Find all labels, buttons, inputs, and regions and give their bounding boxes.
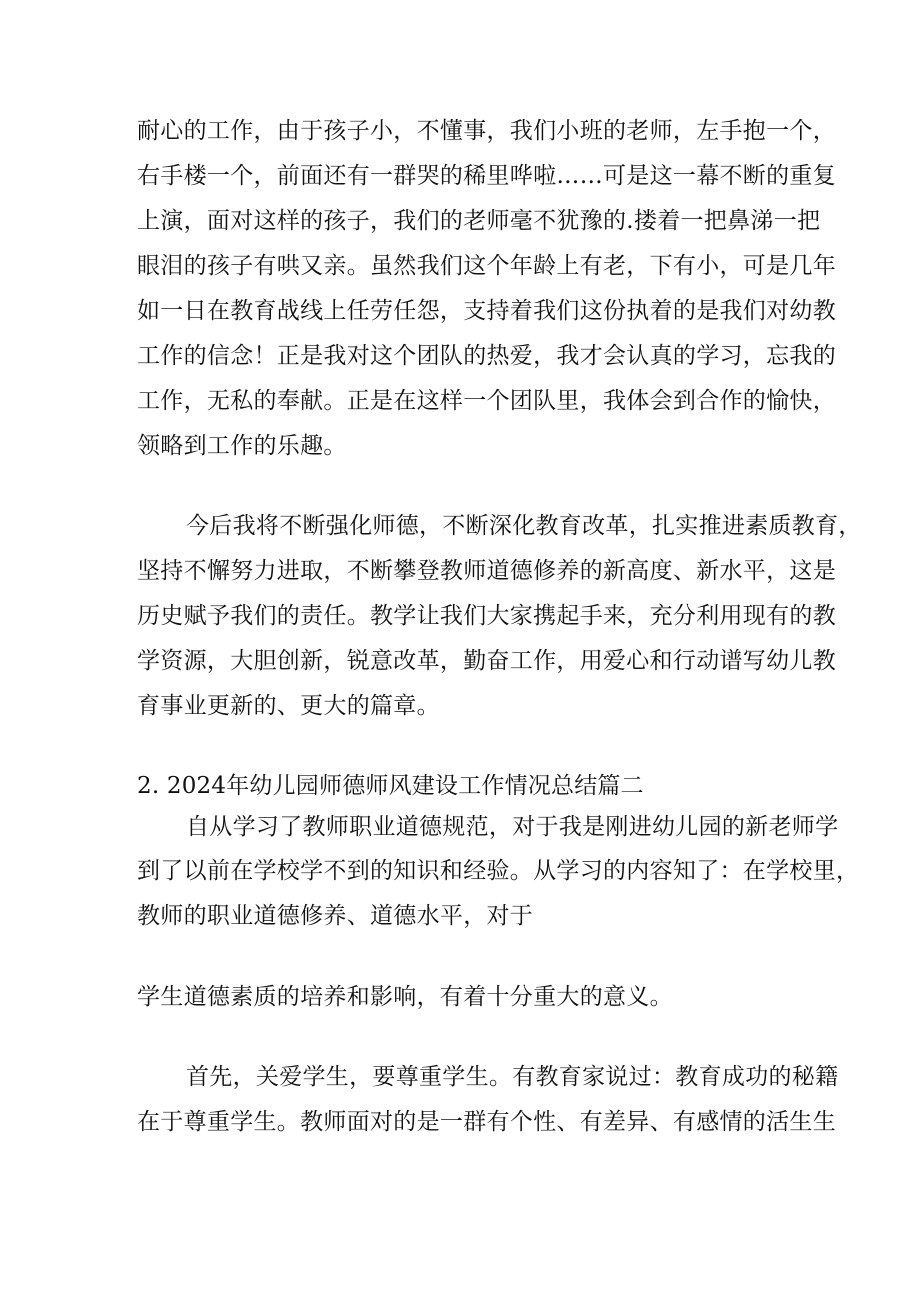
text-line: 教师的职业道德修养、道德水平，对于 — [137, 903, 534, 929]
text-line: 眼泪的孩子有哄又亲。虽然我们这个年龄上有老，下有小，可是几年 — [137, 253, 836, 279]
text-line: 工作，无私的奉献。正是在这样一个团队里，我体会到合作的愉快， — [137, 388, 836, 414]
text-line: 右手楼一个，前面还有一群哭的稀里哗啦……可是这一幕不断的重复 — [137, 163, 836, 189]
text-line: 首先，关爱学生，要尊重学生。有教育家说过：教育成功的秘籍 — [186, 1064, 839, 1090]
text-line: 育事业更新的、更大的篇章。 — [137, 693, 440, 719]
section-heading: 2. 2024年幼儿园师德师风建设工作情况总结篇二 — [137, 773, 644, 799]
text-line: 领略到工作的乐趣。 — [137, 433, 347, 459]
text-line: 上演，面对这样的孩子，我们的老师毫不犹豫的.搂着一把鼻涕一把 — [137, 208, 821, 234]
text-line: 到了以前在学校学不到的知识和经验。从学习的内容知了：在学校里， — [137, 858, 860, 884]
text-line: 学资源，大胆创新，锐意改革，勤奋工作，用爱心和行动谱写幼儿教 — [137, 648, 836, 674]
text-line: 学生道德素质的培养和影响，有着十分重大的意义。 — [137, 984, 673, 1010]
text-line: 自从学习了教师职业道德规范，对于我是刚进幼儿园的新老师学 — [186, 814, 839, 840]
text-line: 耐心的工作，由于孩子小，不懂事，我们小班的老师，左手抱一个， — [137, 118, 836, 144]
text-line: 历史赋予我们的责任。教学让我们大家携起手来，充分利用现有的教 — [137, 603, 836, 629]
text-line: 工作的信念！正是我对这个团队的热爱，我才会认真的学习，忘我的 — [137, 343, 836, 369]
text-line: 在于尊重学生。教师面对的是一群有个性、有差异、有感情的活生生 — [137, 1109, 836, 1135]
text-line: 坚持不懈努力进取，不断攀登教师道德修养的新高度、新水平，这是 — [137, 558, 836, 584]
text-line: 如一日在教育战线上任劳任怨，支持着我们这份执着的是我们对幼教 — [137, 298, 836, 324]
text-line: 今后我将不断强化师德，不断深化教育改革，扎实推进素质教育， — [186, 513, 862, 539]
